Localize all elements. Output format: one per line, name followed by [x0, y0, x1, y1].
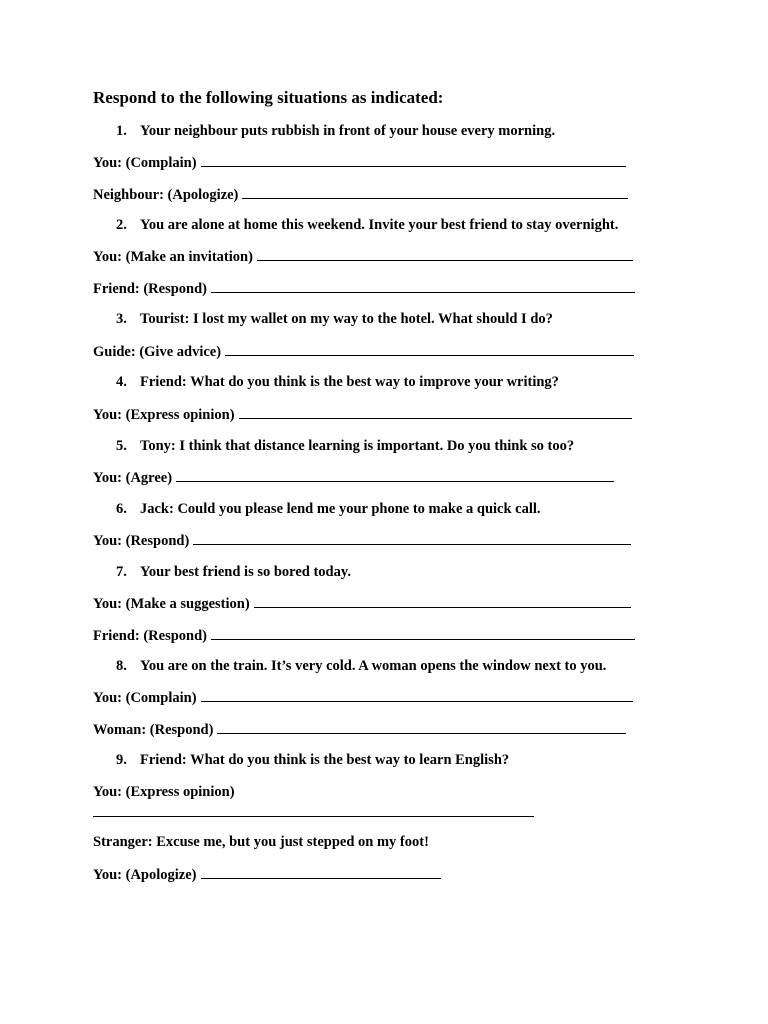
worksheet-title: Respond to the following situations as indicated:: [93, 88, 444, 107]
answer-blank[interactable]: [201, 688, 633, 702]
response-label: Friend: (Respond): [93, 281, 207, 297]
answer-blank[interactable]: [201, 153, 626, 167]
response-label: Woman: (Respond): [93, 722, 214, 738]
situation-item-8: [116, 657, 606, 675]
item-text: Jack: Could you please lend me your phone to make a quick call.: [140, 501, 541, 517]
response-label: You: (Respond): [93, 533, 190, 549]
response-line-1: [93, 153, 626, 172]
item-number: 6.: [116, 501, 127, 517]
response-label: You: (Complain): [93, 155, 197, 171]
situation-item-6: [116, 500, 541, 518]
item-text: Tourist: I lost my wallet on my way to the hotel. What should I do?: [140, 311, 553, 327]
response-label: You: (Make an invitation): [93, 249, 253, 265]
response-line-9: [93, 594, 631, 613]
response-line-12: [93, 720, 626, 739]
answer-blank[interactable]: [254, 594, 631, 608]
response-line-3: [93, 247, 633, 266]
situation-item-1: [116, 122, 555, 140]
item-number: 1.: [116, 123, 127, 139]
answer-blank[interactable]: [211, 626, 635, 640]
situation-item-2: [116, 216, 618, 234]
response-line-10: [93, 626, 635, 645]
answer-blank[interactable]: [193, 531, 631, 545]
item-number: 4.: [116, 374, 127, 390]
item-text: You are on the train. It’s very cold. A woman opens the window next to you.: [140, 658, 607, 674]
response-line-14: [93, 833, 429, 851]
response-label: Friend: (Respond): [93, 628, 207, 644]
item-number: 5.: [116, 438, 127, 454]
answer-blank[interactable]: [225, 342, 634, 356]
item-number: 9.: [116, 752, 127, 768]
response-label: You: (Make a suggestion): [93, 596, 250, 612]
answer-blank[interactable]: [242, 185, 628, 199]
response-label: You: (Agree): [93, 470, 173, 486]
response-label: You: (Express opinion): [93, 784, 235, 800]
item-number: 7.: [116, 564, 127, 580]
response-label: Stranger: Excuse me, but you just stepped on my foot!: [93, 834, 429, 850]
response-line-11: [93, 688, 633, 707]
answer-blank[interactable]: [257, 247, 633, 261]
situation-item-7: [116, 563, 351, 581]
response-label: Guide: (Give advice): [93, 344, 222, 360]
response-label: Neighbour: (Apologize): [93, 187, 239, 203]
item-number: 2.: [116, 217, 127, 233]
response-line-8: [93, 531, 631, 550]
answer-blank[interactable]: [176, 468, 614, 482]
response-label: You: (Apologize): [93, 867, 197, 883]
answer-blank[interactable]: [239, 405, 632, 419]
answer-blank[interactable]: [211, 279, 635, 293]
situation-item-3: [116, 310, 553, 328]
answer-blank[interactable]: [93, 815, 534, 817]
item-text: You are alone at home this weekend. Invite your best friend to stay overnight.: [140, 217, 619, 233]
item-number: 3.: [116, 311, 127, 327]
response-label: You: (Complain): [93, 690, 197, 706]
response-line-13: [93, 783, 235, 801]
situation-item-4: [116, 373, 559, 391]
response-line-7: [93, 468, 614, 487]
situation-item-5: [116, 437, 574, 455]
item-number: 8.: [116, 658, 127, 674]
response-line-2: [93, 185, 628, 204]
answer-blank[interactable]: [217, 720, 626, 734]
response-line-15: [93, 865, 441, 884]
situation-item-9: [116, 751, 509, 769]
response-label: You: (Express opinion): [93, 407, 235, 423]
item-text: Your neighbour puts rubbish in front of your house every morning.: [140, 123, 556, 139]
response-line-6: [93, 405, 632, 424]
item-text: Friend: What do you think is the best way to improve your writing?: [140, 374, 559, 390]
answer-blank[interactable]: [201, 865, 441, 879]
item-text: Tony: I think that distance learning is important. Do you think so too?: [140, 438, 575, 454]
response-line-5: [93, 342, 634, 361]
item-text: Friend: What do you think is the best way to learn English?: [140, 752, 510, 768]
item-text: Your best friend is so bored today.: [140, 564, 351, 580]
response-line-4: [93, 279, 635, 298]
